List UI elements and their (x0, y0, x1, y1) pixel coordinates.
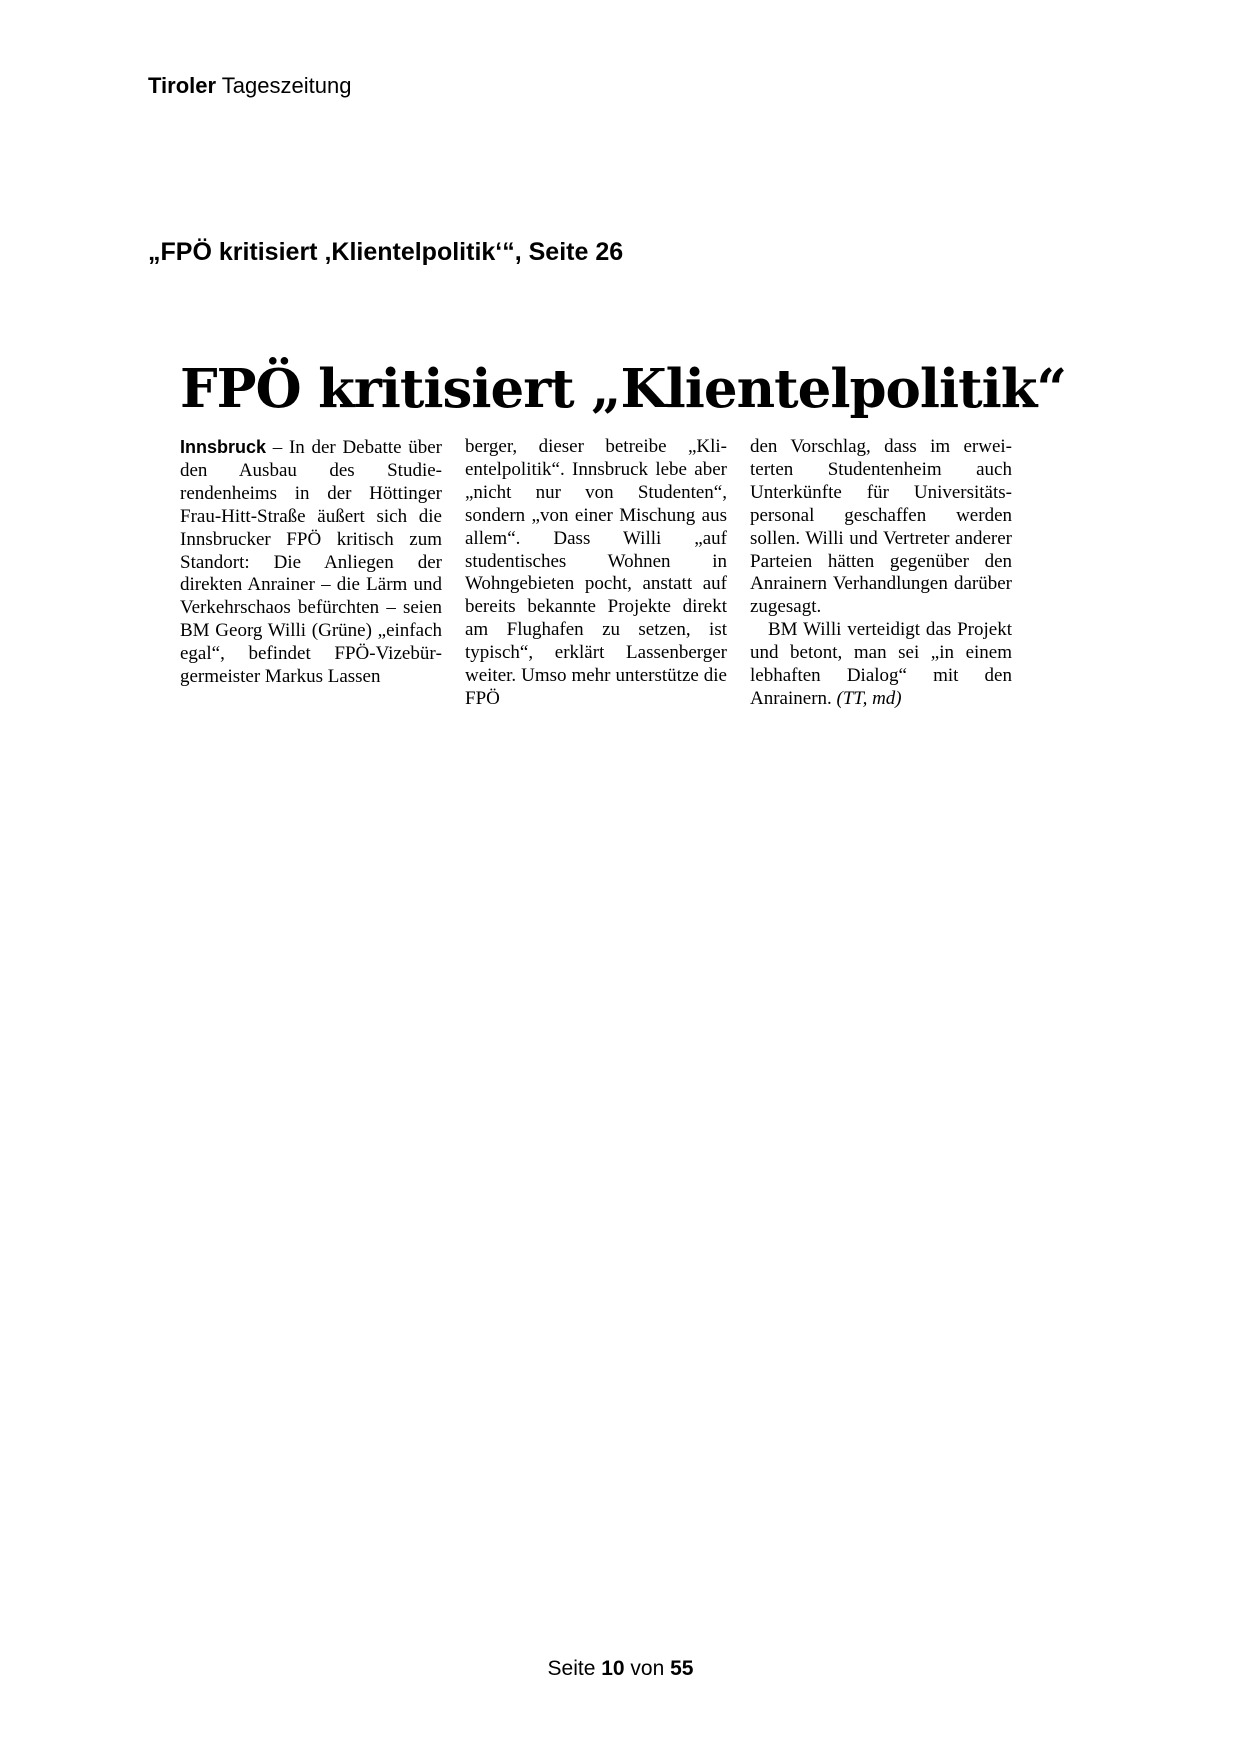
article-columns (180, 436, 1012, 711)
article-dateline: Innsbruck (180, 437, 267, 457)
publication-name (148, 72, 351, 100)
page-counter-prefix: Seite (547, 1657, 602, 1680)
article-reference-title: „FPÖ kritisiert ‚Klientelpolitik‘“, Seite 26 (148, 238, 624, 266)
total-pages-number: 55 (670, 1657, 694, 1680)
publication-name-rest: Tageszeitung (216, 73, 352, 98)
article-headline: FPÖ kritisiert „Klientelpolitik“ (180, 358, 1066, 420)
article-column-1 (180, 436, 442, 711)
article-column-2-text: berger, dieser betreibe „Klientelpolitik“. Innsbruck lebe aber „nicht nur von Studenten“, sondern „von einer Mischung aus allem“. Dass Willi „auf studentisches Wohnen in Wohngebieten pocht, anstatt auf bereits bekannte Projekte direkt am Flughafen zu setzen, ist typisch“, erklärt Lassenberger weiter. Umso mehr unterstütze die FPÖ (465, 436, 727, 709)
page-counter-middle: von (624, 1657, 671, 1680)
article-column-2 (465, 436, 727, 711)
current-page-number: 10 (601, 1657, 625, 1680)
article-column-3 (750, 436, 1012, 711)
article-byline: (TT, md) (836, 687, 902, 709)
article-column-3-paragraph-2: BM Willi verteidigt das Projekt und betont, man sei „in einem lebhaften Dialog“ mit den Anrainern. (750, 619, 1012, 709)
article-column-3-paragraph-1: den Vorschlag, dass im erweiterten Studentenheim auch Unterkünfte für Universitätspersonal geschaffen werden sollen. Willi und Vertreter anderer Parteien hätten gegenüber den Anrainern Verhandlungen darüber zugesagt. (750, 436, 1012, 618)
publication-name-bold: Tiroler (148, 73, 217, 98)
article-column-1-text: – In der Debatte über den Ausbau des Studierendenheims in der Höttinger Frau-Hitt-Straße äußert sich die Innsbrucker FPÖ kritisch zum Standort: Die Anliegen der direkten Anrainer – die Lärm und Verkehrschaos befürchten – seien BM Georg Willi (Grüne) „einfach egal“, befindet FPÖ-Vizebürgermeister Markus Lassen (180, 437, 442, 688)
page-counter (0, 1656, 1241, 1682)
newspaper-clipping (180, 352, 1066, 711)
